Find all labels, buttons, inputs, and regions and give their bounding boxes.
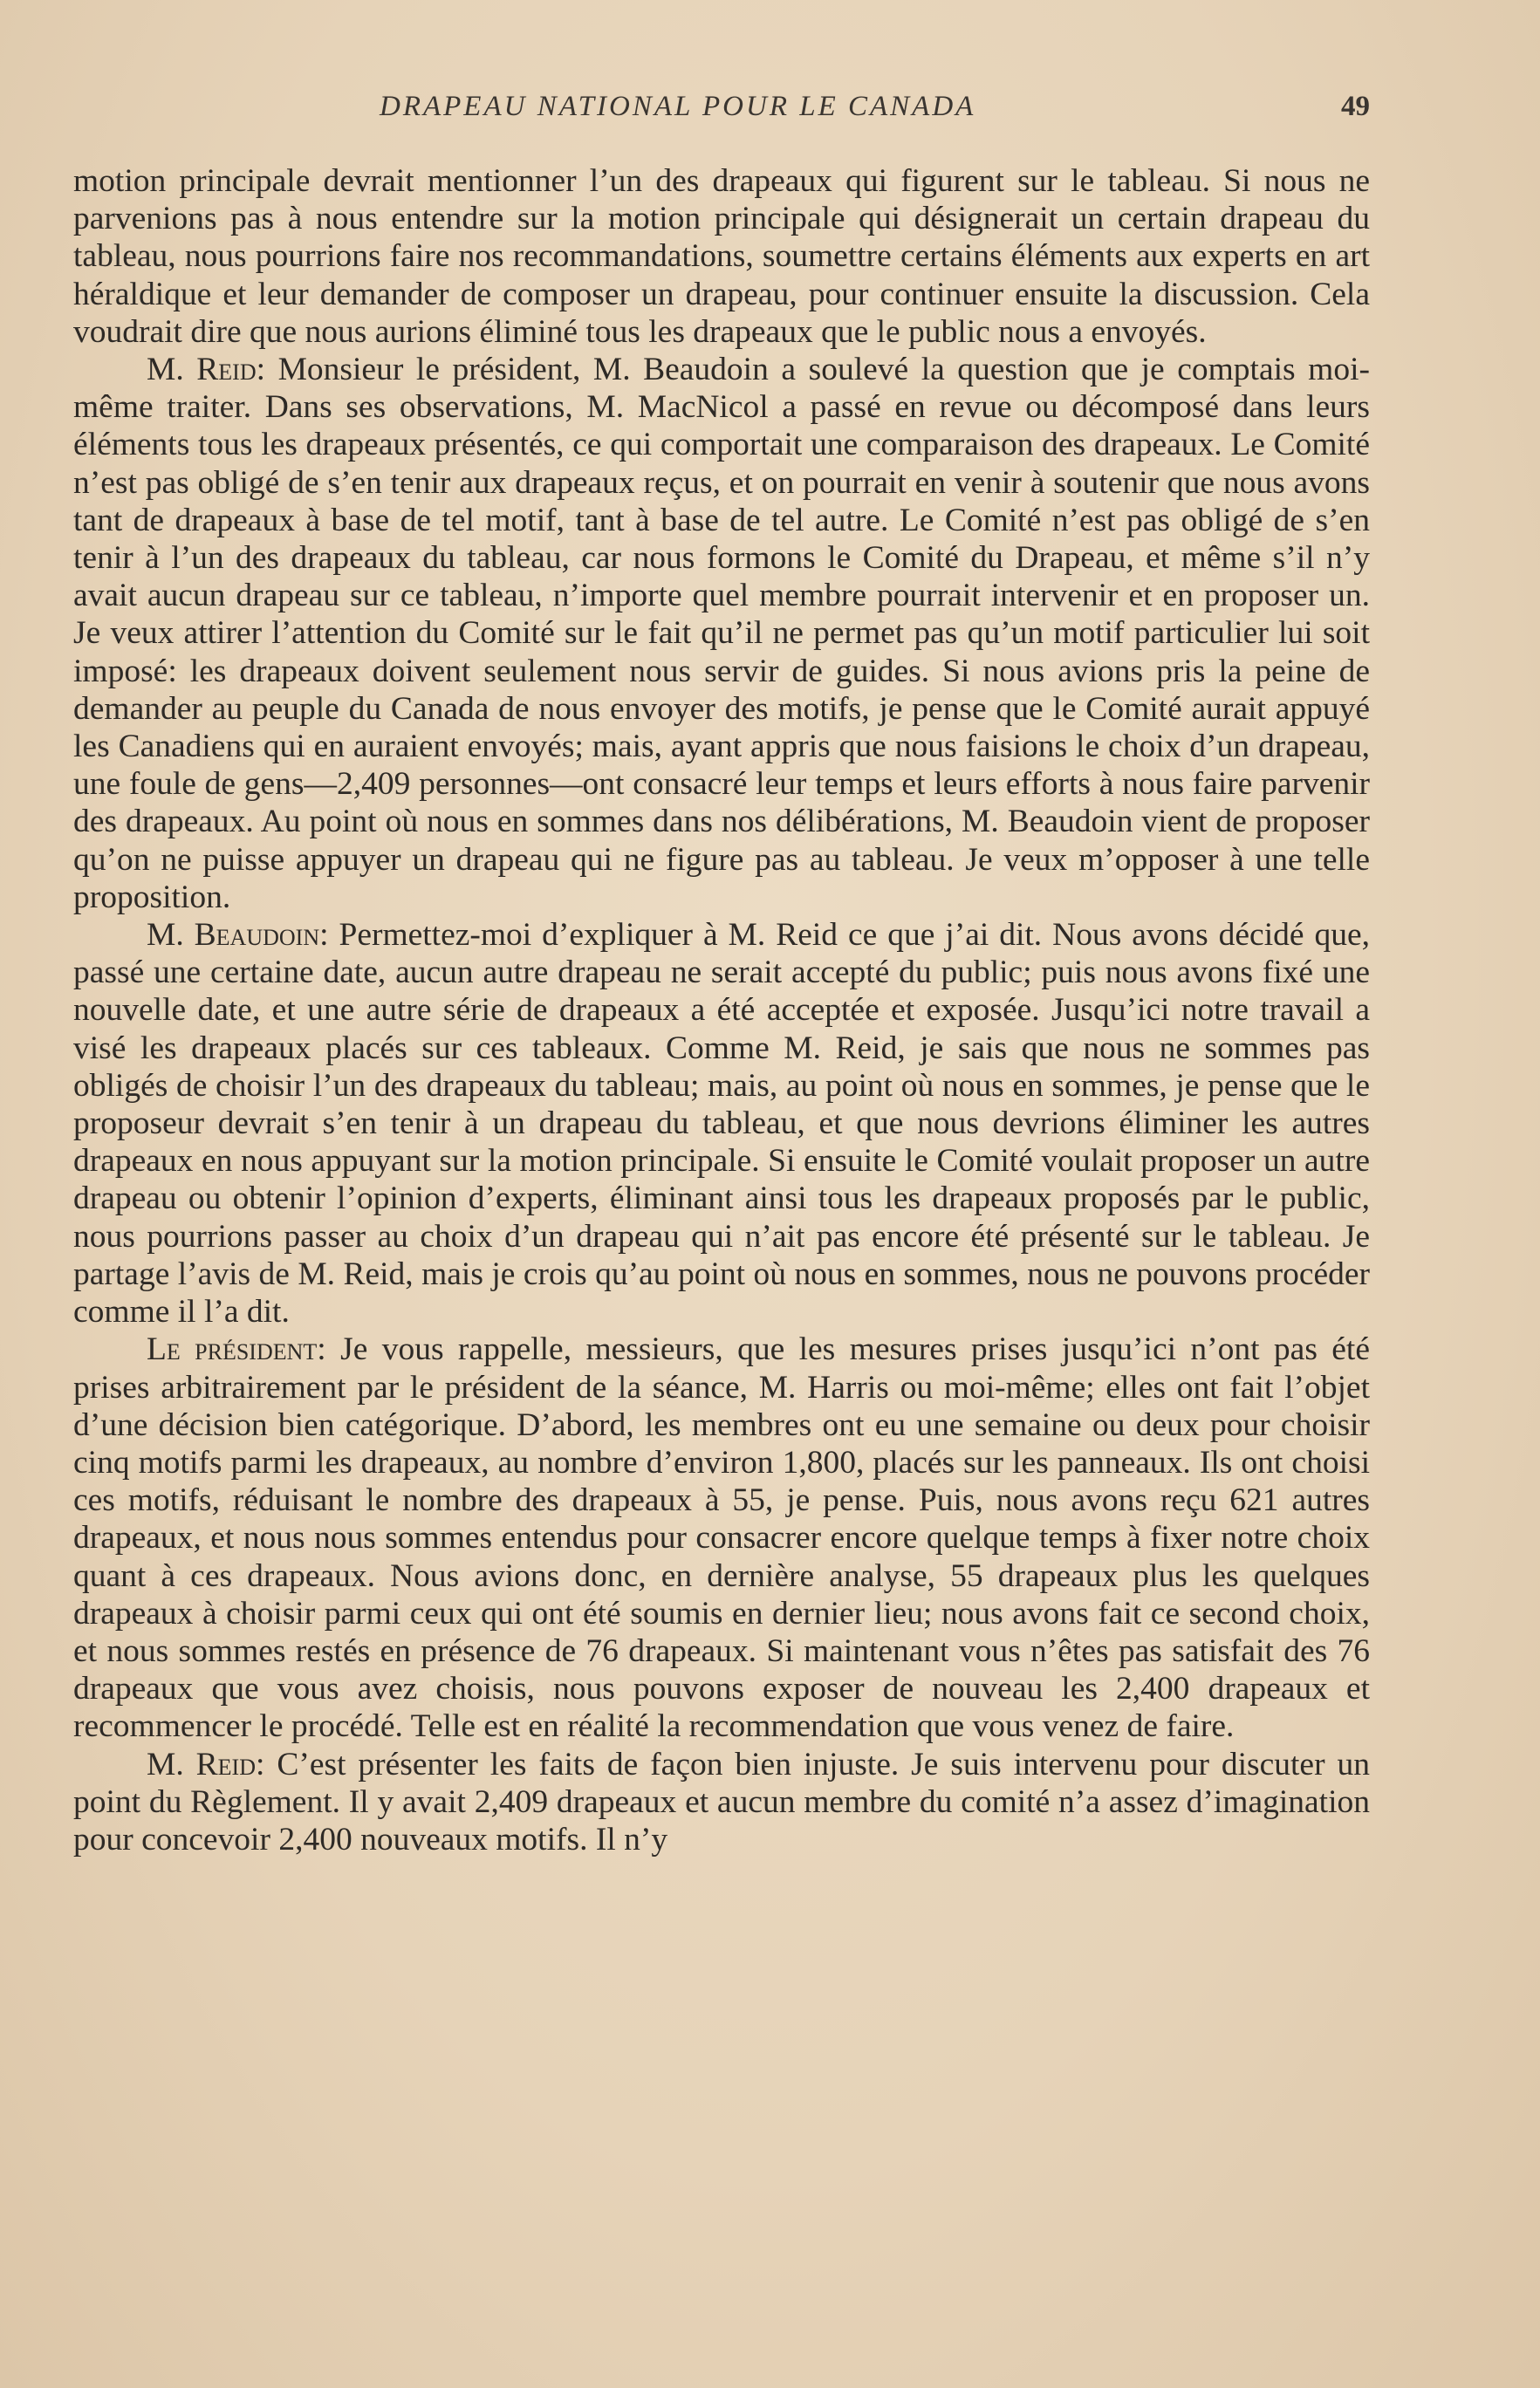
speaker-name: Le président: — [147, 1331, 326, 1368]
paragraph-reid-1 — [73, 351, 1370, 916]
paragraph-beaudoin — [73, 916, 1370, 1331]
speaker-name: M. Reid: — [147, 1746, 265, 1782]
paragraph-continuation — [73, 162, 1370, 351]
speaker-name: M. Reid: — [147, 352, 266, 388]
paragraph-text: C’est présenter les faits de façon bien injuste. Je suis intervenu pour discuter un point du Règlement. Il y avait 2,409 drapeaux et aucun membre du comité n’a assez d’imagination pour concevoir 2,400 nouveaux motifs. Il n’y — [73, 1746, 1370, 1858]
page-number: 49 — [1341, 91, 1370, 122]
body-text — [73, 162, 1370, 1858]
paragraph-text: motion principale devrait mentionner l’un des drapeaux qui figurent sur le tableau. Si nous ne parvenions pas à nous entendre sur la motion principale qui désignerait un certain drapeau du tableau, nous pourrions faire nos recommandations, soumettre certains éléments aux experts en art héraldique et leur demander de composer un drapeau, pour continuer ensuite la discussion. Cela voudrait dire que nous aurions éliminé tous les drapeaux que le public nous a envoyés. — [73, 163, 1370, 350]
page-header — [74, 91, 1370, 126]
speaker-name: M. Beaudoin: — [147, 917, 329, 954]
paragraph-reid-2 — [73, 1746, 1370, 1859]
paragraph-text: Permettez-moi d’expliquer à M. Reid ce que j’ai dit. Nous avons décidé que, passé une certaine date, aucun autre drapeau ne serait accepté du public; puis nous avons fixé une nouvelle date, et une autre série de drapeaux a été acceptée et exposée. Jusqu’ici notre travail a visé les drapeaux placés sur ces tableaux. Comme M. Reid, je sais que nous ne sommes pas obligés de choisir l’un des drapeaux du tableau; mais, au point où nous en sommes, je pense que le proposeur devrait s’en tenir à un drapeau du tableau, et que nous devrions éliminer les autres drapeaux en nous appuyant sur la motion principale. Si ensuite le Comité voulait proposer un autre drapeau ou obtenir l’opinion d’experts, éliminant ainsi tous les drapeaux proposés par le public, nous pourrions passer au choix d’un drapeau qui n’ait pas encore été présenté sur le tableau. Je partage l’avis de M. Reid, mais je crois qu’au point où nous en sommes, nous ne pouvons procéder comme il l’a dit. — [73, 917, 1370, 1331]
paragraph-president — [73, 1331, 1370, 1745]
paragraph-text: Je vous rappelle, messieurs, que les mesures prises jusqu’ici n’ont pas été prises arbitrairement par le président de la séance, M. Harris ou moi-même; elles ont fait l’objet d’une décision bien catégorique. D’abord, les membres ont eu une semaine ou deux pour choisir cinq motifs parmi les drapeaux, au nombre d’environ 1,800, placés sur les panneaux. Ils ont choisi ces motifs, réduisant le nombre des drapeaux à 55, je pense. Puis, nous avons reçu 621 autres drapeaux, et nous nous sommes entendus pour consacrer encore quelque temps à fixer notre choix quant à ces drapeaux. Nous avions donc, en dernière analyse, 55 drapeaux plus les quelques drapeaux à choisir parmi ceux qui ont été soumis en dernier lieu; nous avons fait ce second choix, et nous sommes restés en présence de 76 drapeaux. Si maintenant vous n’êtes pas satisfait des 76 drapeaux que vous avez choisis, nous pouvons exposer de nouveau les 2,400 drapeaux et recommencer le procédé. Telle est en réalité la recommendation que vous venez de faire. — [73, 1331, 1370, 1745]
running-title: DRAPEAU NATIONAL POUR LE CANADA — [380, 91, 976, 122]
paragraph-text: Monsieur le président, M. Beaudoin a soulevé la question que je comptais moi-même traiter. Dans ses observations, M. MacNicol a passé en revue ou décomposé dans leurs éléments tous les drapeaux présentés, ce qui comportait une comparaison des drapeaux. Le Comité n’est pas obligé de s’en tenir aux drapeaux reçus, et on pourrait en venir à soutenir que nous avons tant de drapeaux à base de tel motif, tant à base de tel autre. Le Comité n’est pas obligé de s’en tenir à l’un des drapeaux du tableau, car nous formons le Comité du Drapeau, et même s’il n’y avait aucun drapeau sur ce tableau, n’importe quel membre pourrait intervenir et en proposer un. Je veux attirer l’attention du Comité sur le fait qu’il ne permet pas qu’un motif particulier lui soit imposé: les drapeaux doivent seulement nous servir de guides. Si nous avions pris la peine de demander au peuple du Canada de nous envoyer des motifs, je pense que le Comité aurait appuyé les Canadiens qui en auraient envoyés; mais, ayant appris que nous faisions le choix d’un drapeau, une foule de gens—2,409 personnes—ont consacré leur temps et leurs efforts à nous faire parvenir des drapeaux. Au point où nous en sommes dans nos délibérations, M. Beaudoin vient de proposer qu’on ne puisse appuyer un drapeau qui ne figure pas au tableau. Je veux m’opposer à une telle proposition. — [73, 352, 1371, 915]
